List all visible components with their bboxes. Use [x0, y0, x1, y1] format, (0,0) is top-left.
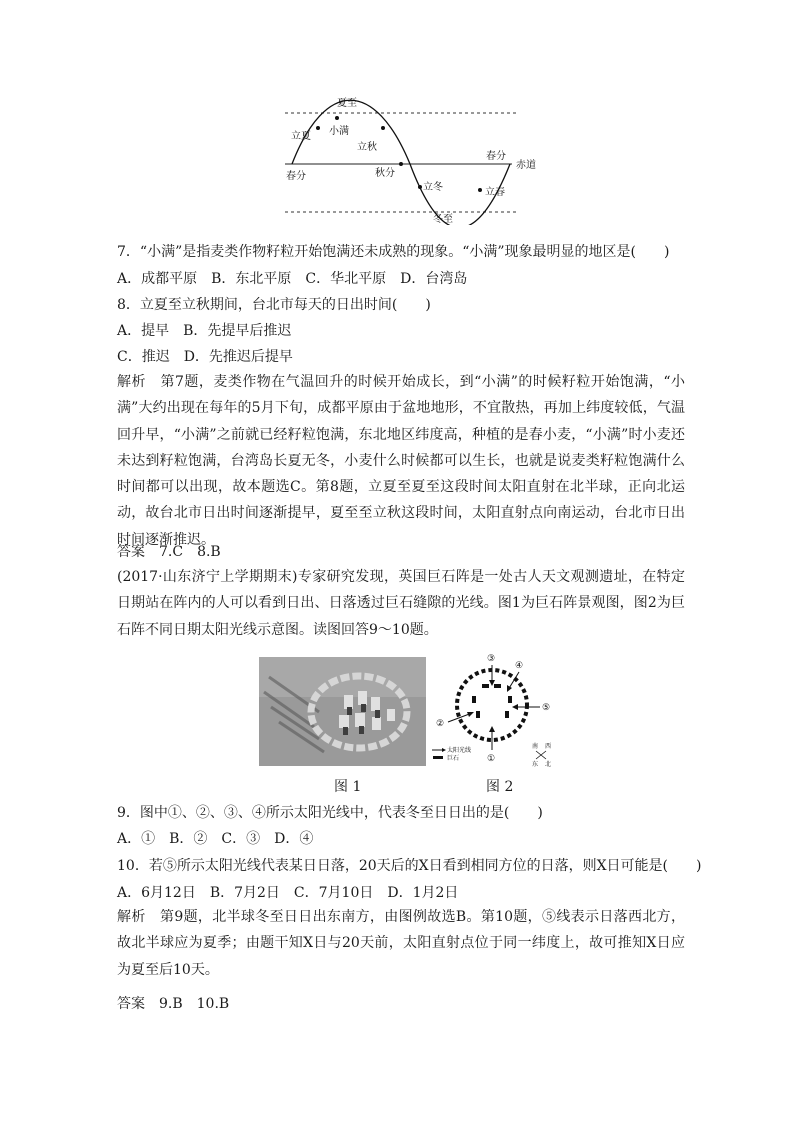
number-2: ② [436, 719, 445, 729]
svg-text:西: 西 [545, 743, 552, 750]
sun-rays-diagram [428, 650, 558, 768]
inner-stone [508, 696, 512, 703]
label-start-spring: 立春 [485, 187, 505, 198]
question-8-stem: 8．立夏至立秋期间，台北市每天的日出时间( ) [117, 297, 431, 313]
point-start-autumn [381, 126, 385, 130]
label-spring-equinox-left: 春分 [286, 171, 306, 182]
caption-fig2: 图 2 [486, 779, 514, 795]
answer-9-10: 答案 9.B 10.B [117, 996, 230, 1012]
analysis-7-8: 解析 第7题，麦类作物在气温回升的时候开始成长，到“小满”的时候籽粒开始饱满，“小满”大约出现在每年的5月下旬，成都平原由于盆地地形，不宜散热，再加上纬度较低，气温回升早，“小满”之前就已经籽粒饱满，东北地区纬度高，种植的是春小麦，“小满”时小麦还未达到籽粒饱满，台湾岛长夏无冬，小麦什么时候都可以生长，也就是说麦类籽粒饱满什么时间都可以出现，故本题选C。第8题，立夏至夏至这段时间太阳直射在北半球，正向北运动，故台北市日出时间逐渐提早，夏至至立秋这段时间，太阳直射点向南运动，台北市日出时间逐渐推迟。 [117, 374, 685, 548]
answer-7-8: 答案 7.C 8.B [117, 544, 221, 560]
analysis-9-10: 解析 第9题，北半球冬至日日出东南方，由图例故选B。第10题，⑤线表示日落西北方，故北半球应为夏季；由题干知X日与20天前，太阳直射点位于同一纬度上，故可推知X日应为夏至后10天。 [117, 909, 685, 978]
question-9-options: A．① B．② C．③ D．④ [117, 831, 314, 847]
legend-rays: 太阳光线 [447, 747, 472, 754]
question-9-stem: 9．图中①、②、③、④所示太阳光线中，代表冬至日日出的是( ) [117, 805, 543, 821]
label-grain-buds: 小满 [329, 126, 349, 137]
number-1: ① [487, 754, 496, 764]
question-10-options: A．6月12日 B．7月2日 C．7月10日 D．1月2日 [117, 885, 459, 901]
compass [532, 742, 551, 768]
stonehenge-photo [259, 657, 426, 766]
svg-text:南: 南 [532, 743, 539, 750]
label-winter-solstice: 冬至 [433, 214, 453, 225]
intro-9-10: (2017·山东济宁上学期期末)专家研究发现，英国巨石阵是一处古人天文观测遗址，在特定日期站在阵内的人可以看到日出、日落透过巨石缝隙的光线。图1为巨石阵景观图，图2为巨石阵不同日期太阳光线示意图。读图回答9～10题。 [117, 569, 685, 638]
question-7-options: A．成都平原 B．东北平原 C．华北平原 D．台湾岛 [117, 271, 468, 287]
solar-terms-diagram [280, 95, 550, 225]
inner-stone [494, 684, 501, 688]
legend [432, 746, 471, 762]
label-start-autumn: 立秋 [357, 142, 377, 153]
number-3: ③ [487, 654, 496, 664]
svg-text:东: 东 [532, 761, 539, 768]
point-start-summer [316, 126, 320, 130]
question-8-options-2: C．推迟 D．先推迟后提早 [117, 349, 293, 365]
inner-stone [482, 684, 489, 688]
label-start-winter: 立冬 [423, 182, 443, 193]
question-7-stem: 7．“小满”是指麦类作物籽粒开始饱满还未成熟的现象。“小满”现象最明显的地区是( ) [117, 244, 670, 260]
label-start-summer: 立夏 [291, 131, 311, 142]
number-5: ⑤ [542, 703, 551, 713]
label-summer-solstice: 夏至 [337, 98, 357, 109]
label-equator: 赤道 [516, 160, 536, 171]
question-8-options-1: A．提早 B．先提早后推迟 [117, 323, 292, 339]
svg-text:北: 北 [545, 761, 552, 768]
label-autumn-equinox: 秋分 [375, 168, 395, 179]
point-autumn-equinox [399, 162, 403, 166]
inner-stone [472, 696, 476, 703]
point-start-spring [478, 188, 482, 192]
question-10-stem: 10．若⑤所示太阳光线代表某日日落，20天后的X日看到相同方位的日落，则X日可能是( ) [117, 858, 702, 874]
legend-stones: 巨石 [447, 755, 460, 762]
point-start-winter [418, 185, 422, 189]
point-grain-buds [335, 116, 339, 120]
inner-stone [476, 711, 480, 718]
label-spring-equinox-right: 春分 [486, 151, 506, 162]
inner-stone [505, 711, 509, 718]
number-4: ④ [515, 661, 524, 671]
caption-fig1: 图 1 [334, 779, 362, 795]
